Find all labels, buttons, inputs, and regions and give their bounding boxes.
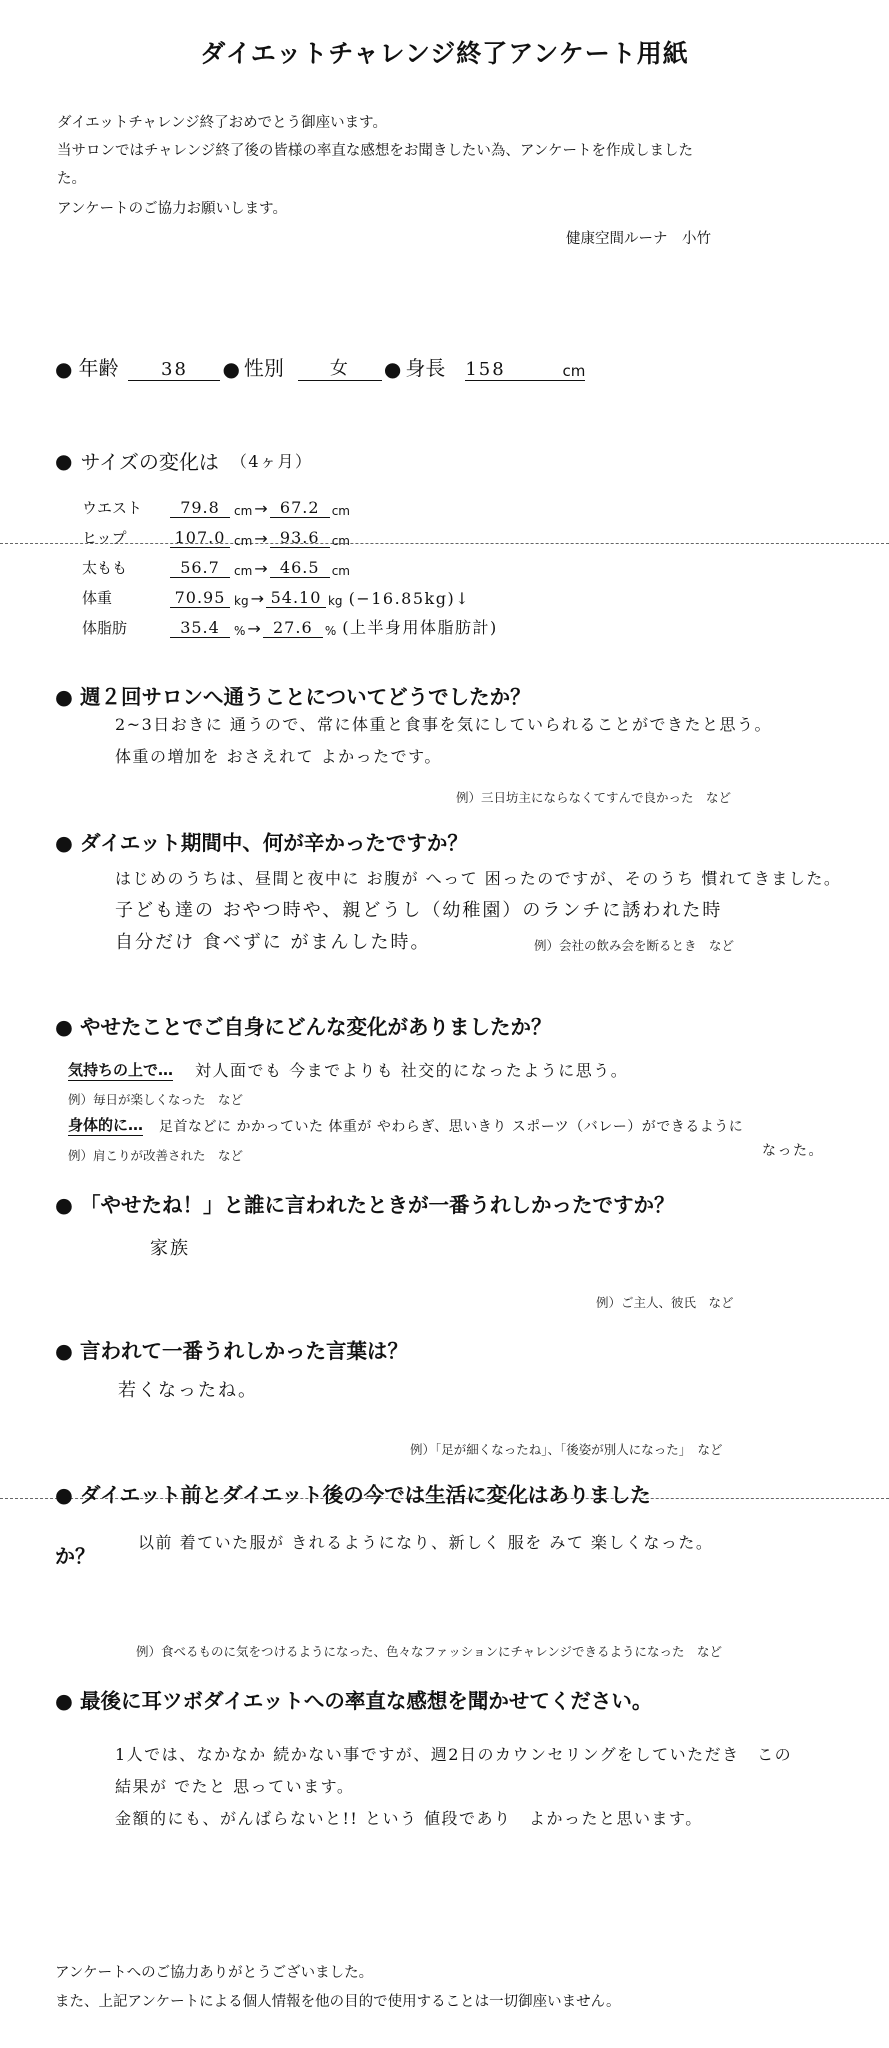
- intro-line-3: た。: [57, 171, 86, 187]
- size-unit: cm: [331, 504, 350, 518]
- height-label: 身長: [405, 356, 446, 380]
- size-before: 35.4: [170, 618, 230, 638]
- q6-answer: 以前 着ていた服が きれるようになり、新しく 服を みて 楽しくなった。: [138, 1533, 714, 1552]
- arrow-icon: →: [250, 589, 264, 608]
- intro-line-2: 当サロンではチャレンジ終了後の皆様の率直な感想をお聞きしたい為、アンケートを作成しました: [57, 143, 693, 159]
- size-after: 93.6: [270, 528, 330, 548]
- question-text: やせたことでご自身にどんな変化がありましたか？: [80, 1015, 552, 1039]
- question-7: [55, 1684, 652, 1714]
- question-1: [55, 680, 531, 710]
- size-row: [82, 548, 498, 578]
- bullet-icon: ●: [55, 1689, 73, 1713]
- intro-line-1: ダイエットチャレンジ終了おめでとう御座います。: [57, 115, 388, 131]
- age-value: 38: [128, 359, 220, 381]
- question-text: 「やせたね！」と誰に言われたときが一番うれしかったですか？: [80, 1193, 675, 1217]
- question-4: [55, 1188, 675, 1218]
- size-unit: cm: [234, 504, 253, 518]
- height-field: [465, 359, 585, 381]
- q2-answer-line-3: 自分だけ 食べずに がまんした時。: [115, 932, 431, 953]
- question-6-continued: か？: [55, 1544, 95, 1568]
- height-unit: cm: [562, 362, 586, 380]
- question-text: ダイエット期間中、何が辛かったですか？: [80, 831, 468, 855]
- size-before: 107.0: [170, 528, 230, 548]
- q3-physical-row: [68, 1114, 743, 1136]
- mental-label: 気持ちの上で…: [68, 1061, 174, 1079]
- q5-answer: 若くなったね。: [118, 1380, 258, 1401]
- size-unit: kg: [234, 594, 249, 608]
- size-unit: %: [324, 624, 337, 638]
- size-before: 56.7: [170, 558, 230, 578]
- question-text: ダイエット前とダイエット後の今では生活に変化はありました: [80, 1483, 651, 1507]
- arrow-icon: →: [254, 559, 268, 578]
- size-row: [82, 488, 498, 518]
- bullet-icon: ●: [55, 357, 73, 381]
- footer-thanks: アンケートへのご協力ありがとうございました。: [55, 1965, 374, 1981]
- body-fat-note: (上半身用体脂肪計): [342, 618, 498, 637]
- bullet-icon: ●: [55, 831, 73, 855]
- arrow-icon: →: [254, 529, 268, 548]
- footer-privacy: また、上記アンケートによる個人情報を他の目的で使用することは一切御座いません。: [55, 1994, 621, 2010]
- q3-mental-row: [68, 1058, 628, 1081]
- bullet-icon: ●: [55, 1339, 73, 1363]
- size-row-label: ウエスト: [82, 499, 143, 517]
- question-5: [55, 1334, 408, 1364]
- q4-example: 例）ご主人、彼氏 など: [596, 1295, 734, 1310]
- size-unit: cm: [234, 564, 253, 578]
- q6-example: 例）食べるものに気をつけるようになった、色々なファッションにチャレンジできるようになった など: [136, 1644, 723, 1659]
- physical-answer-line-1: 足首などに かかっていた 体重が やわらぎ、思いきり スポーツ（バレー）ができるように: [159, 1119, 744, 1135]
- size-change-period: （4ヶ月）: [230, 452, 313, 471]
- size-row-label: ヒップ: [82, 529, 127, 547]
- arrow-icon: →: [254, 499, 268, 518]
- size-change-heading: [55, 446, 313, 475]
- size-unit: cm: [331, 534, 350, 548]
- size-unit: cm: [331, 564, 350, 578]
- size-unit: %: [234, 624, 246, 638]
- salon-signature: 健康空間ルーナ 小竹: [566, 231, 711, 247]
- size-row-label: 体重: [82, 589, 113, 607]
- size-before: 70.95: [170, 588, 230, 608]
- bullet-icon: ●: [55, 1193, 73, 1217]
- profile-row: [55, 352, 585, 381]
- size-after: 67.2: [270, 498, 330, 518]
- bullet-icon: ●: [55, 685, 73, 709]
- q1-answer-line-1: 2~3日おきに 通うので、常に体重と食事を気にしていられることができたと思う。: [115, 715, 773, 734]
- size-unit: kg: [327, 594, 343, 608]
- height-value: 158: [465, 359, 506, 380]
- q1-answer-line-2: 体重の増加を おさえれて よかったです。: [115, 747, 442, 766]
- question-text: 最後に耳ツボダイエットへの率直な感想を聞かせてください。: [80, 1689, 653, 1713]
- question-3: [55, 1010, 552, 1040]
- q7-answer-line-2: 結果が でたと 思っています。: [115, 1777, 355, 1796]
- q1-example: 例）三日坊主にならなくてすんで良かった など: [456, 790, 732, 805]
- size-row: [82, 578, 498, 608]
- question-text: 言われて一番うれしかった言葉は？: [80, 1339, 409, 1363]
- bullet-icon: ●: [222, 357, 240, 381]
- bullet-icon: ●: [55, 1015, 73, 1039]
- q7-answer-line-1: 1人では、なかなか 続かない事ですが、週2日のカウンセリングをしていただき この: [115, 1745, 793, 1764]
- bullet-icon: ●: [55, 448, 73, 473]
- weight-loss-note: (−16.85kg)↓: [348, 589, 471, 608]
- arrow-icon: →: [247, 619, 261, 638]
- size-change-title: サイズの変化は: [80, 450, 219, 474]
- q2-answer-line-1: はじめのうちは、昼間と夜中に お腹が へって 困ったのですが、そのうち 慣れてきました。: [115, 869, 842, 888]
- question-2: [55, 826, 468, 856]
- size-unit: cm: [234, 534, 253, 548]
- q3-mental-example: 例）毎日が楽しくなった など: [68, 1092, 244, 1107]
- bullet-icon: ●: [55, 1483, 73, 1507]
- q7-answer-line-3: 金額的にも、がんばらないと!! という 値段であり よかったと思います。: [115, 1809, 703, 1828]
- sex-value: 女: [298, 354, 382, 381]
- q3-physical-example: 例）肩こりが改善された など: [68, 1148, 244, 1163]
- physical-label: 身体的に…: [68, 1116, 144, 1134]
- age-label: 年齢: [78, 356, 119, 380]
- question-6: [55, 1478, 651, 1508]
- size-row: [82, 608, 498, 638]
- q2-answer-line-2: 子ども達の おやつ時や、親どうし（幼稚園）のランチに誘われた時: [115, 900, 723, 921]
- size-before: 79.8: [170, 498, 230, 518]
- size-table: [82, 488, 498, 638]
- mental-answer: 対人面でも 今までよりも 社交的になったように思う。: [195, 1061, 629, 1080]
- size-after: 27.6: [263, 618, 323, 638]
- q2-example: 例）会社の飲み会を断るとき など: [534, 938, 735, 953]
- question-text: 週２回サロンへ通うことについてどうでしたか？: [80, 685, 531, 709]
- document-title: ダイエットチャレンジ終了アンケート用紙: [200, 39, 689, 68]
- q4-answer: 家族: [150, 1238, 190, 1259]
- size-row-label: 太もも: [82, 559, 128, 577]
- size-row: [82, 518, 498, 548]
- physical-answer-line-2: なった。: [762, 1143, 824, 1159]
- intro-line-4: アンケートのご協力お願いします。: [57, 201, 287, 217]
- sex-label: 性別: [243, 356, 284, 380]
- q5-example: 例）「足が細くなったね」、「後姿が別人になった」 など: [410, 1442, 723, 1457]
- size-row-label: 体脂肪: [82, 619, 128, 637]
- size-after: 54.10: [266, 588, 326, 608]
- bullet-icon: ●: [383, 357, 402, 381]
- size-after: 46.5: [270, 558, 330, 578]
